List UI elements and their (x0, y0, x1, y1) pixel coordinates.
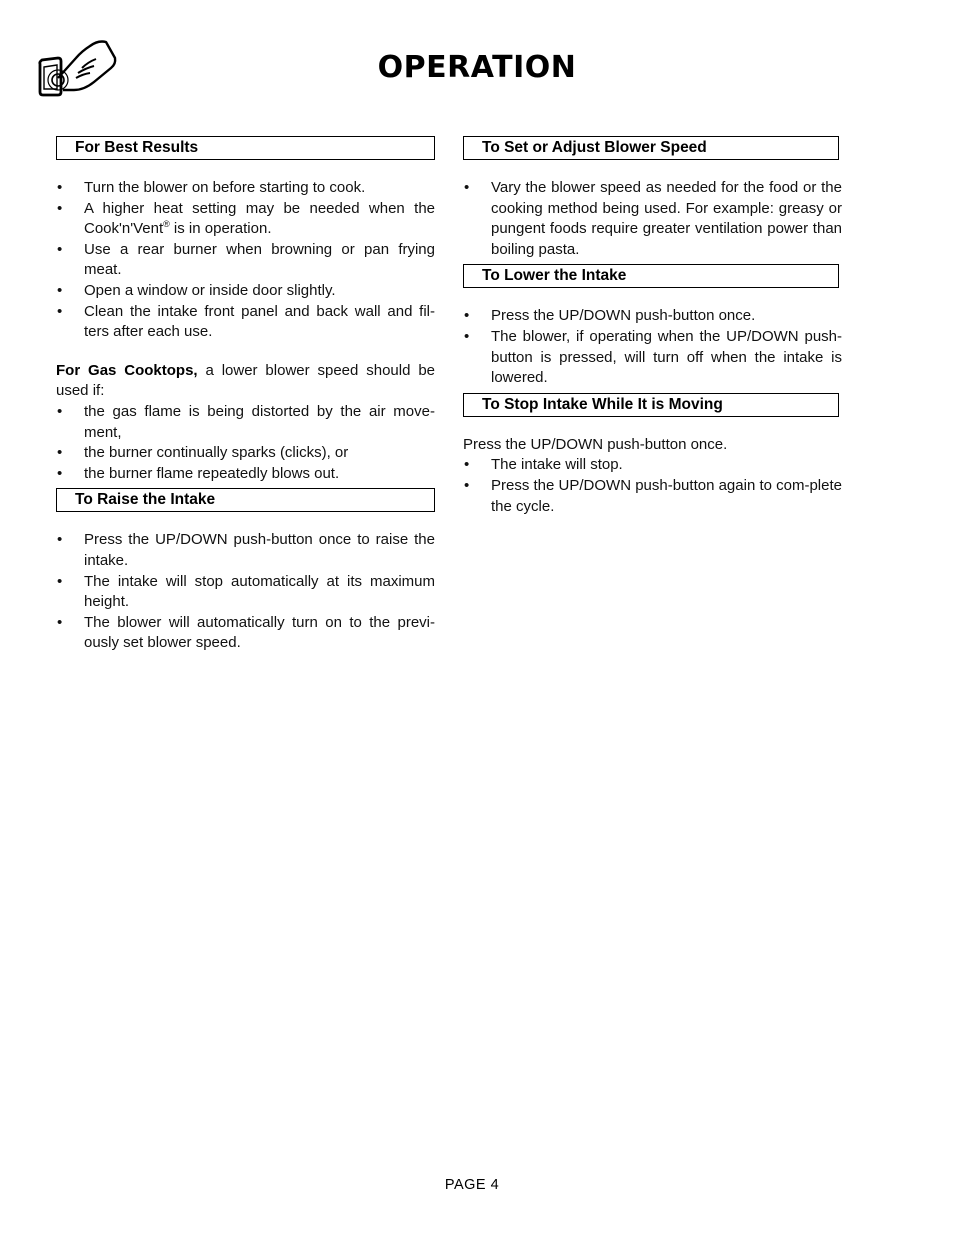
left-column (56, 136, 435, 654)
list-item: • The intake will stop automatically at its maximum height. (57, 572, 435, 611)
stop-intake-list (463, 455, 842, 517)
page-title: OPERATION (377, 50, 577, 85)
bullet-icon: • (57, 464, 63, 482)
section-heading-lower-intake: To Lower the Intake (463, 264, 839, 288)
bullet-icon: • (57, 240, 63, 258)
bullet-icon: • (57, 444, 63, 462)
list-item: • Press the UP/DOWN push-button once to raise the intake. (57, 531, 435, 569)
bullet-icon: • (57, 199, 63, 217)
bullet-icon: • (57, 572, 63, 590)
bullet-icon: • (57, 302, 63, 320)
best-results-list (56, 178, 435, 343)
list-item: • Use a rear burner when browning or pan frying meat. (57, 240, 435, 279)
list-item: • The blower will automatically turn on to the previ-ously set blower speed. (57, 613, 435, 652)
bullet-icon: • (464, 327, 470, 345)
list-item: • Press the UP/DOWN push-button once. (463, 306, 842, 327)
blower-speed-list (463, 178, 842, 260)
registered-mark: ® (163, 219, 170, 230)
list-item: • The blower, if operating when the UP/DOWN push-button is pressed, will turn off when the intake is lowered. (464, 327, 842, 387)
list-item: • The intake will stop. (463, 455, 842, 476)
list-item: • Vary the blower speed as needed for the food or the cooking method being used. For example: greasy or pungent foods require greater ventilation power than boiling pasta. (464, 179, 842, 258)
list-item: • the burner flame repeatedly blows out. (56, 464, 435, 485)
list-item: • Turn the blower on before starting to cook. (56, 178, 435, 199)
bullet-icon: • (57, 531, 63, 549)
section-heading-raise-intake: To Raise the Intake (56, 488, 435, 512)
page-footer (0, 1177, 954, 1193)
list-item: • the burner continually sparks (clicks), or (56, 443, 435, 464)
list-item: • Press the UP/DOWN push-button again to com-plete the cycle. (464, 476, 842, 515)
bullet-icon: • (464, 456, 470, 474)
stop-intake-lead: Press the UP/DOWN push-button once. (463, 435, 728, 453)
bullet-icon: • (57, 613, 63, 631)
bullet-icon: • (57, 179, 63, 196)
bullet-icon: • (464, 179, 470, 196)
list-item: • Open a window or inside door slightly. (56, 281, 435, 302)
lower-intake-list (463, 306, 842, 388)
section-heading-blower-speed: To Set or Adjust Blower Speed (463, 136, 839, 160)
section-heading-best-results: For Best Results (56, 136, 435, 160)
bullet-icon: • (464, 476, 470, 494)
section-heading-stop-intake: To Stop Intake While It is Moving (463, 393, 839, 417)
list-item: • Clean the intake front panel and back wall and fil-ters after each use. (57, 302, 435, 341)
list-item: • the gas flame is being distorted by the air move-ment, (57, 402, 435, 441)
right-column (463, 136, 842, 517)
page-number: PAGE 4 (444, 1177, 500, 1193)
bullet-icon: • (57, 402, 63, 420)
gas-cooktops-paragraph: For Gas Cooktops, a lower blower speed should be used if: (56, 361, 435, 400)
list-item: • A higher heat setting may be needed when the Cook'n'Vent® is in operation. (57, 199, 435, 238)
raise-intake-list (56, 530, 435, 654)
bullet-icon: • (464, 307, 470, 325)
gas-cooktops-list (56, 402, 435, 484)
bullet-icon: • (57, 281, 63, 299)
